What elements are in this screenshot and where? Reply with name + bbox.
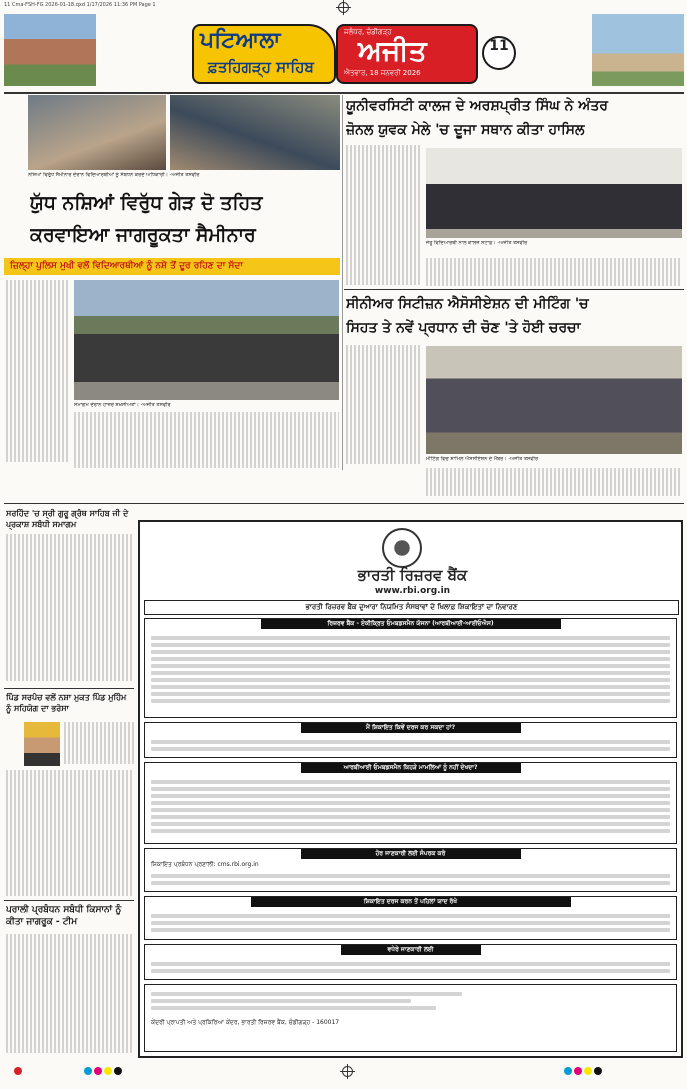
side2-body [6, 770, 134, 896]
story2-photo [426, 148, 682, 238]
story2-rule [344, 289, 684, 290]
color-dot [574, 1067, 582, 1075]
masthead-photo-right [592, 14, 684, 86]
color-dot [104, 1067, 112, 1075]
rbi-logo-icon [382, 528, 422, 568]
ad-section-6-title: ਵਧੇਰੇ ਜਾਣਕਾਰੀ ਲਈ [341, 945, 481, 955]
story1-headline-1: ਯੁੱਧ ਨਸ਼ਿਆਂ ਵਿਰੁੱਧ ਗੇੜ ਦੋ ਤਹਿਤ [30, 192, 263, 214]
color-dot [84, 1067, 92, 1075]
story1-photo-right [170, 95, 340, 170]
color-dot [564, 1067, 572, 1075]
side2-body-right [64, 722, 134, 766]
story1-photo-caption: ਸਮਾਗਮ ਦੌਰਾਨ ਹਾਜ਼ਰ ਸ਼ਖ਼ਸੀਅਤਾਂ। -ਅਜੀਤ ਤਸਵੀਰ [74, 402, 171, 408]
ad-section-2-title: ਮੈਂ ਸ਼ਿਕਾਇਤ ਕਿਵੇਂ ਦਰਜ ਕਰ ਸਕਦਾ ਹਾਂ? [301, 723, 521, 733]
ad-section-3-title: ਆਰਬੀਆਈ ਓਮਬਡਸਮੈਨ ਕਿਹੜੇ ਮਾਮਲਿਆਂ ਨੂੰ ਨਹੀਂ ਦੇਖਦਾ? [301, 763, 521, 773]
ad-section-4 [144, 848, 677, 892]
side1-body [6, 534, 134, 684]
story3-headline-2: ਸਿਹਤ ਤੇ ਨਵੇਂ ਪ੍ਰਧਾਨ ਦੀ ਚੋਣ 'ਤੇ ਹੋਈ ਚਰਚਾ [346, 320, 581, 336]
story2-body-lower [426, 258, 682, 286]
issue-date: ਐਤਵਾਰ, 18 ਜਨਵਰੀ 2026 [344, 69, 421, 77]
story3-caption: ਮੀਟਿੰਗ ਵਿਚ ਸ਼ਾਮਿਲ ਐਸੋਸੀਏਸ਼ਨ ਦੇ ਮੈਂਬਰ। -ਅਜੀਤ ਤਸਵੀਰ [426, 456, 539, 462]
color-dot [584, 1067, 592, 1075]
color-dot [594, 1067, 602, 1075]
story1-caption: ਨਸ਼ਿਆਂ ਵਿਰੁੱਧ ਸੈਮੀਨਾਰ ਦੌਰਾਨ ਵਿਦਿਆਰਥੀਆਂ ਨੂੰ ਸੰਬੋਧਨ ਕਰਦੇ ਅਧਿਕਾਰੀ। -ਅਜੀਤ ਤਸਵੀਰ [28, 172, 200, 178]
side-rule-1 [4, 688, 134, 689]
side2-headline: ਪਿੰਡ ਸਰਪੰਚ ਵਲੋਂ ਨਸ਼ਾ ਮੁਕਤ ਪਿੰਡ ਮੁਹਿੰਮ ਨੂੰ ਸਹਿਯੋਗ ਦਾ ਭਰੋਸਾ [6, 693, 127, 713]
ad-section-address [144, 984, 677, 1052]
print-slug: 11 Cma-FSH-FG 2026-01-18.qxd 1/17/2026 11:36 PM Page 1 [4, 2, 156, 8]
story3-column-1 [346, 345, 422, 467]
story1-kicker: ਜ਼ਿਲ੍ਹਾ ਪੁਲਿਸ ਮੁਖੀ ਵਲੋਂ ਵਿਦਿਆਰਥੀਆਂ ਨੂੰ ਨਸ਼ੇ ਤੋਂ ਦੂਰ ਰਹਿਣ ਦਾ ਸੱਦਾ [4, 258, 340, 275]
story2-caption: ਜੇਤੂ ਵਿਦਿਆਰਥੀ ਨਾਲ ਕਾਲਜ ਸਟਾਫ਼। -ਅਜੀਤ ਤਸਵੀਰ [426, 240, 528, 246]
edition-label: ਜਲੰਧਰ, ਚੰਡੀਗੜ੍ਹ [344, 28, 392, 36]
ad-section-1-title: ਰਿਜ਼ਰਵ ਬੈਂਕ - ਏਕੀਕ੍ਰਿਤ ਓਮਬਡਸਮੈਨ ਯੋਜਨਾ (ਆਰਬੀਆਈ-ਆਈਓਐਸ) [261, 619, 561, 629]
brand-banner [336, 24, 478, 84]
story1-photo-left [28, 95, 166, 170]
ad-url[interactable]: www.rbi.org.in [374, 586, 451, 596]
story3-photo [426, 346, 682, 454]
story1-group-photo [74, 280, 339, 400]
ad-title: ਭਾਰਤੀ ਰਿਜ਼ਰਵ ਬੈਂਕ ਦੁਆਰਾ ਨਿਯਮਿਤ ਸੰਸਥਾਵਾਂ ਦੇ ਖਿਲਾਫ਼ ਸ਼ਿਕਾਇਤਾਂ ਦਾ ਨਿਵਾਰਣ [144, 600, 679, 615]
ad-section-4-title: ਹੋਰ ਜਾਣਕਾਰੀ ਲਈ ਸੰਪਰਕ ਕਰੋ [301, 849, 521, 859]
masthead-photo-left [4, 14, 96, 86]
registration-mark [342, 1066, 353, 1077]
ad-section-2 [144, 722, 677, 758]
ad-section-6 [144, 944, 677, 980]
color-dot [14, 1067, 22, 1075]
column-rule [342, 95, 343, 470]
registration-mark [338, 2, 349, 13]
ad-help-text: ਸ਼ਿਕਾਇਤ ਪ੍ਰਬੰਧਨ ਪ੍ਰਣਾਲੀ: cms.rbi.org.in [151, 861, 259, 868]
ad-section-3 [144, 762, 677, 844]
section-rule [4, 503, 684, 504]
print-footer [4, 1064, 684, 1082]
story1-headline-2: ਕਰਵਾਇਆ ਜਾਗਰੂਕਤਾ ਸੈਮੀਨਾਰ [30, 224, 256, 246]
story2-headline-2: ਜ਼ੋਨਲ ਯੁਵਕ ਮੇਲੇ 'ਚ ਦੂਜਾ ਸਥਾਨ ਕੀਤਾ ਹਾਸਿਲ [346, 122, 585, 138]
color-dot [94, 1067, 102, 1075]
city-name-2: ਫ਼ਤਹਿਗੜ੍ਹ ਸਾਹਿਬ [208, 58, 314, 76]
city-banner [192, 24, 336, 84]
ad-bank-name: ਭਾਰਤੀ ਰਿਜ਼ਰਵ ਬੈਂਕ [357, 566, 468, 584]
rbi-advertisement [138, 520, 683, 1058]
side-rule-2 [4, 900, 134, 901]
story1-body-lower [74, 412, 339, 468]
ad-section-5 [144, 896, 677, 940]
masthead [4, 14, 684, 90]
city-name-1: ਪਟਿਆਲਾ [200, 28, 281, 53]
ad-section-5-title: ਸ਼ਿਕਾਇਤ ਦਰਜ ਕਰਨ ਤੋਂ ਪਹਿਲਾਂ ਯਾਦ ਰੱਖੋ [251, 897, 571, 907]
page-number: 11 [482, 36, 516, 70]
masthead-rule [4, 92, 684, 94]
color-dot [114, 1067, 122, 1075]
story3-headline-1: ਸੀਨੀਅਰ ਸਿਟੀਜ਼ਨ ਐਸੋਸੀਏਸ਼ਨ ਦੀ ਮੀਟਿੰਗ 'ਚ [346, 296, 589, 312]
story2-column-1 [346, 145, 422, 285]
side3-headline: ਪਰਾਲੀ ਪ੍ਰਬੰਧਨ ਸਬੰਧੀ ਕਿਸਾਨਾਂ ਨੂੰ ਕੀਤਾ ਜਾਗਰੂਕ - ਟੀਮ [6, 905, 122, 927]
brand-name: ਅਜੀਤ [358, 34, 427, 67]
story3-body-lower [426, 468, 682, 496]
side1-headline: ਸਰਹਿੰਦ 'ਚ ਸ੍ਰੀ ਗੁਰੂ ਗ੍ਰੰਥ ਸਾਹਿਬ ਜੀ ਦੇ ਪ੍ਰਕਾਸ਼ ਸਬੰਧੀ ਸਮਾਗਮ [6, 509, 129, 529]
ad-section-1 [144, 618, 677, 718]
side3-body [6, 934, 134, 1058]
story2-headline-1: ਯੂਨੀਵਰਸਿਟੀ ਕਾਲਜ ਦੇ ਅਰਸ਼ਪ੍ਰੀਤ ਸਿੰਘ ਨੇ ਅੰਤਰ [346, 98, 608, 114]
side2-portrait [24, 722, 60, 766]
ad-address: ਕੇਂਦਰੀ ਪ੍ਰਾਪਤੀ ਅਤੇ ਪ੍ਰਕਿਰਿਆ ਕੇਂਦਰ, ਭਾਰਤੀ ਰਿਜ਼ਰਵ ਬੈਂਕ, ਚੰਡੀਗੜ੍ਹ - 160017 [151, 1019, 340, 1026]
story1-column-1 [6, 280, 70, 465]
